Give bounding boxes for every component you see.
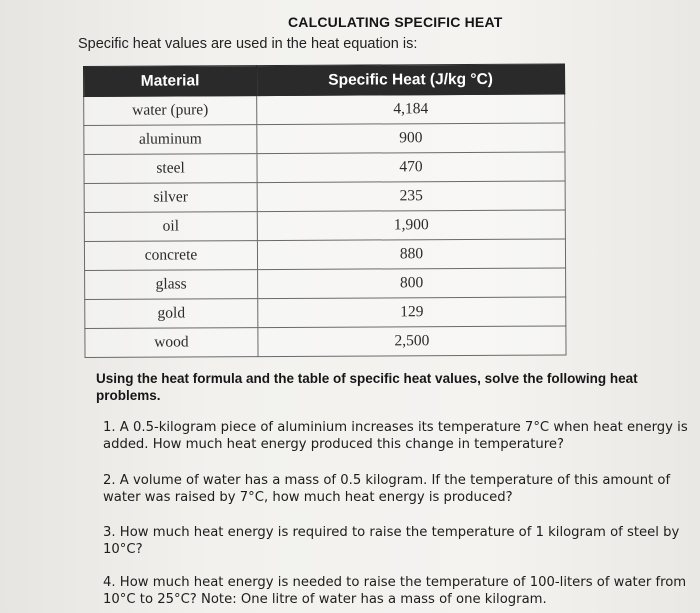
- specific-heat-cell: 235: [257, 181, 565, 212]
- specific-heat-table: [83, 63, 567, 358]
- specific-heat-cell: 900: [257, 123, 565, 154]
- table-row: [85, 326, 566, 358]
- specific-heat-cell: 2,500: [258, 326, 566, 357]
- question-2: 2. A volume of water has a mass of 0.5 kilogram. If the temperature of this amount of water was raised by 7°C, how much heat energy is produced?: [103, 473, 671, 505]
- table-row: [84, 123, 565, 155]
- page-title: CALCULATING SPECIFIC HEAT: [288, 14, 503, 30]
- question-4: 4. How much heat energy is needed to raise the temperature of 100-liters of water from 10°C to 25°C? Note: One litre of water has a mass of one kilogram.: [103, 575, 687, 607]
- material-cell: aluminum: [84, 125, 257, 155]
- specific-heat-cell: 800: [258, 268, 566, 299]
- table-row: [84, 94, 565, 126]
- table-row: [84, 239, 565, 271]
- material-cell: glass: [85, 270, 258, 300]
- question-1: 1. A 0.5-kilogram piece of aluminium increases its temperature 7°C when heat energy is added. How much heat energy produced this change in temperature?: [103, 420, 688, 452]
- table-header-row: [84, 64, 565, 97]
- table-row: [85, 268, 566, 300]
- material-cell: gold: [85, 299, 258, 329]
- specific-heat-cell: 129: [258, 297, 566, 328]
- material-cell: concrete: [84, 241, 257, 271]
- question-3: 3. How much heat energy is required to raise the temperature of 1 kilogram of steel by 10°C?: [103, 525, 680, 557]
- header-specific-heat: Specific Heat (J/kg °C): [257, 64, 565, 96]
- specific-heat-cell: 880: [257, 239, 565, 270]
- material-cell: wood: [85, 328, 258, 358]
- material-cell: steel: [84, 154, 257, 184]
- material-cell: silver: [84, 183, 257, 213]
- table-row: [84, 210, 565, 242]
- material-cell: oil: [84, 212, 257, 242]
- table-row: [84, 152, 565, 184]
- instructions: Using the heat formula and the table of specific heat values, solve the following heat problems.: [96, 371, 638, 403]
- header-material: Material: [84, 66, 257, 97]
- specific-heat-cell: 470: [257, 152, 565, 183]
- subtitle: Specific heat values are used in the heat equation is:: [78, 36, 418, 52]
- table-row: [84, 181, 565, 213]
- specific-heat-cell: 4,184: [257, 94, 565, 125]
- table-row: [85, 297, 566, 329]
- specific-heat-cell: 1,900: [257, 210, 565, 241]
- material-cell: water (pure): [84, 96, 257, 126]
